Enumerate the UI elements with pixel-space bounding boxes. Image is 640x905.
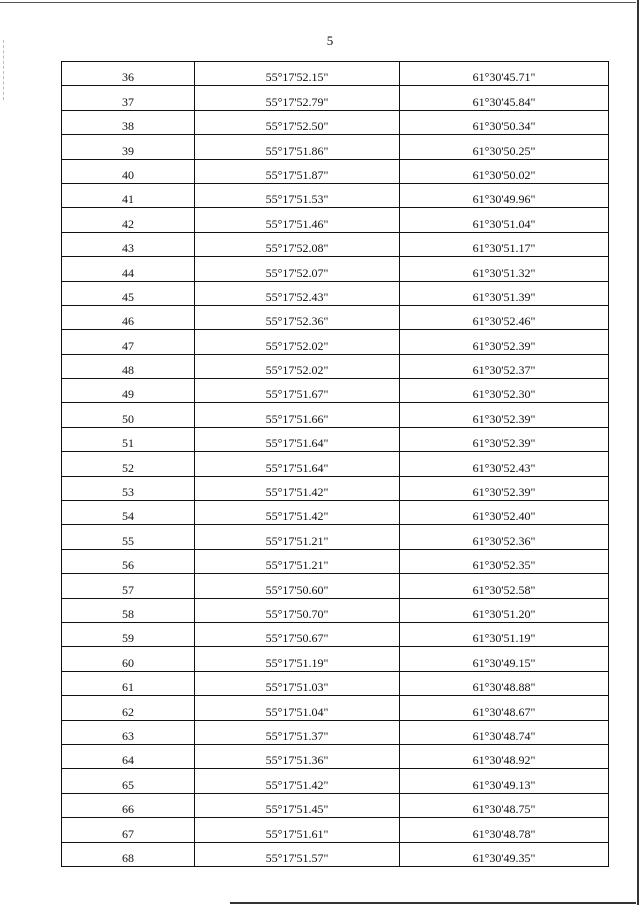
longitude-cell: 61°30'52.37" <box>400 354 609 378</box>
point-number-cell: 44 <box>62 257 195 281</box>
latitude-cell: 55°17'52.79" <box>195 86 400 110</box>
table-row <box>62 183 609 207</box>
latitude-cell: 55°17'51.53" <box>195 183 400 207</box>
table-row <box>62 281 609 305</box>
latitude-cell: 55°17'52.08" <box>195 232 400 256</box>
scan-edge-bottom <box>230 902 636 904</box>
latitude-cell: 55°17'50.60" <box>195 574 400 598</box>
longitude-cell: 61°30'48.92" <box>400 744 609 768</box>
table-row <box>62 744 609 768</box>
latitude-cell: 55°17'51.57" <box>195 842 400 866</box>
latitude-cell: 55°17'50.67" <box>195 622 400 646</box>
latitude-cell: 55°17'51.64" <box>195 427 400 451</box>
longitude-cell: 61°30'51.32" <box>400 257 609 281</box>
table-row <box>62 354 609 378</box>
table-row <box>62 622 609 646</box>
coordinates-table <box>61 61 609 867</box>
table-row <box>62 208 609 232</box>
point-number-cell: 46 <box>62 305 195 329</box>
longitude-cell: 61°30'51.20" <box>400 598 609 622</box>
point-number-cell: 67 <box>62 818 195 842</box>
latitude-cell: 55°17'51.42" <box>195 769 400 793</box>
point-number-cell: 37 <box>62 86 195 110</box>
longitude-cell: 61°30'52.39" <box>400 476 609 500</box>
table-row <box>62 720 609 744</box>
table-row <box>62 574 609 598</box>
point-number-cell: 62 <box>62 696 195 720</box>
scan-edge-left <box>3 40 4 100</box>
latitude-cell: 55°17'52.15" <box>195 62 400 86</box>
longitude-cell: 61°30'52.46" <box>400 305 609 329</box>
latitude-cell: 55°17'50.70" <box>195 598 400 622</box>
point-number-cell: 54 <box>62 501 195 525</box>
point-number-cell: 55 <box>62 525 195 549</box>
latitude-cell: 55°17'52.02" <box>195 330 400 354</box>
point-number-cell: 42 <box>62 208 195 232</box>
table-row <box>62 232 609 256</box>
point-number-cell: 56 <box>62 549 195 573</box>
longitude-cell: 61°30'49.13" <box>400 769 609 793</box>
longitude-cell: 61°30'48.67" <box>400 696 609 720</box>
point-number-cell: 65 <box>62 769 195 793</box>
longitude-cell: 61°30'51.04" <box>400 208 609 232</box>
point-number-cell: 52 <box>62 452 195 476</box>
longitude-cell: 61°30'52.39" <box>400 403 609 427</box>
latitude-cell: 55°17'51.21" <box>195 549 400 573</box>
longitude-cell: 61°30'52.39" <box>400 330 609 354</box>
longitude-cell: 61°30'52.58" <box>400 574 609 598</box>
table-row <box>62 135 609 159</box>
table-row <box>62 305 609 329</box>
longitude-cell: 61°30'52.35" <box>400 549 609 573</box>
table-row <box>62 110 609 134</box>
latitude-cell: 55°17'52.02" <box>195 354 400 378</box>
latitude-cell: 55°17'52.07" <box>195 257 400 281</box>
table-row <box>62 793 609 817</box>
longitude-cell: 61°30'49.15" <box>400 647 609 671</box>
table-row <box>62 598 609 622</box>
latitude-cell: 55°17'52.43" <box>195 281 400 305</box>
table-row <box>62 549 609 573</box>
point-number-cell: 64 <box>62 744 195 768</box>
longitude-cell: 61°30'49.35" <box>400 842 609 866</box>
longitude-cell: 61°30'45.71" <box>400 62 609 86</box>
coordinates-table-body <box>62 62 609 867</box>
point-number-cell: 38 <box>62 110 195 134</box>
point-number-cell: 45 <box>62 281 195 305</box>
latitude-cell: 55°17'52.50" <box>195 110 400 134</box>
latitude-cell: 55°17'51.42" <box>195 476 400 500</box>
longitude-cell: 61°30'48.78" <box>400 818 609 842</box>
latitude-cell: 55°17'51.19" <box>195 647 400 671</box>
point-number-cell: 47 <box>62 330 195 354</box>
latitude-cell: 55°17'51.37" <box>195 720 400 744</box>
longitude-cell: 61°30'48.75" <box>400 793 609 817</box>
longitude-cell: 61°30'52.40" <box>400 501 609 525</box>
point-number-cell: 39 <box>62 135 195 159</box>
table-row <box>62 842 609 866</box>
latitude-cell: 55°17'51.03" <box>195 671 400 695</box>
longitude-cell: 61°30'52.36" <box>400 525 609 549</box>
table-row <box>62 525 609 549</box>
latitude-cell: 55°17'51.21" <box>195 525 400 549</box>
longitude-cell: 61°30'50.25" <box>400 135 609 159</box>
point-number-cell: 49 <box>62 379 195 403</box>
table-row <box>62 379 609 403</box>
point-number-cell: 61 <box>62 671 195 695</box>
table-row <box>62 696 609 720</box>
latitude-cell: 55°17'51.67" <box>195 379 400 403</box>
longitude-cell: 61°30'52.39" <box>400 427 609 451</box>
point-number-cell: 51 <box>62 427 195 451</box>
page-number: 5 <box>326 33 334 48</box>
table-row <box>62 818 609 842</box>
longitude-cell: 61°30'48.88" <box>400 671 609 695</box>
table-row <box>62 159 609 183</box>
scan-edge-top <box>0 2 636 3</box>
table-row <box>62 452 609 476</box>
point-number-cell: 59 <box>62 622 195 646</box>
table-row <box>62 647 609 671</box>
table-row <box>62 257 609 281</box>
longitude-cell: 61°30'52.43" <box>400 452 609 476</box>
longitude-cell: 61°30'49.96" <box>400 183 609 207</box>
point-number-cell: 40 <box>62 159 195 183</box>
point-number-cell: 48 <box>62 354 195 378</box>
table-row <box>62 671 609 695</box>
longitude-cell: 61°30'51.39" <box>400 281 609 305</box>
latitude-cell: 55°17'51.87" <box>195 159 400 183</box>
longitude-cell: 61°30'50.34" <box>400 110 609 134</box>
latitude-cell: 55°17'52.36" <box>195 305 400 329</box>
latitude-cell: 55°17'51.46" <box>195 208 400 232</box>
point-number-cell: 53 <box>62 476 195 500</box>
point-number-cell: 43 <box>62 232 195 256</box>
longitude-cell: 61°30'50.02" <box>400 159 609 183</box>
scan-edge-right <box>637 0 639 905</box>
point-number-cell: 63 <box>62 720 195 744</box>
table-row <box>62 86 609 110</box>
table-row <box>62 330 609 354</box>
longitude-cell: 61°30'48.74" <box>400 720 609 744</box>
point-number-cell: 66 <box>62 793 195 817</box>
latitude-cell: 55°17'51.64" <box>195 452 400 476</box>
point-number-cell: 36 <box>62 62 195 86</box>
table-row <box>62 769 609 793</box>
longitude-cell: 61°30'51.17" <box>400 232 609 256</box>
latitude-cell: 55°17'51.36" <box>195 744 400 768</box>
latitude-cell: 55°17'51.04" <box>195 696 400 720</box>
point-number-cell: 57 <box>62 574 195 598</box>
longitude-cell: 61°30'52.30" <box>400 379 609 403</box>
table-row <box>62 501 609 525</box>
latitude-cell: 55°17'51.42" <box>195 501 400 525</box>
latitude-cell: 55°17'51.45" <box>195 793 400 817</box>
longitude-cell: 61°30'51.19" <box>400 622 609 646</box>
table-row <box>62 403 609 427</box>
point-number-cell: 58 <box>62 598 195 622</box>
latitude-cell: 55°17'51.66" <box>195 403 400 427</box>
table-row <box>62 427 609 451</box>
point-number-cell: 41 <box>62 183 195 207</box>
point-number-cell: 68 <box>62 842 195 866</box>
latitude-cell: 55°17'51.61" <box>195 818 400 842</box>
table-row <box>62 476 609 500</box>
longitude-cell: 61°30'45.84" <box>400 86 609 110</box>
latitude-cell: 55°17'51.86" <box>195 135 400 159</box>
table-row <box>62 62 609 86</box>
point-number-cell: 50 <box>62 403 195 427</box>
point-number-cell: 60 <box>62 647 195 671</box>
